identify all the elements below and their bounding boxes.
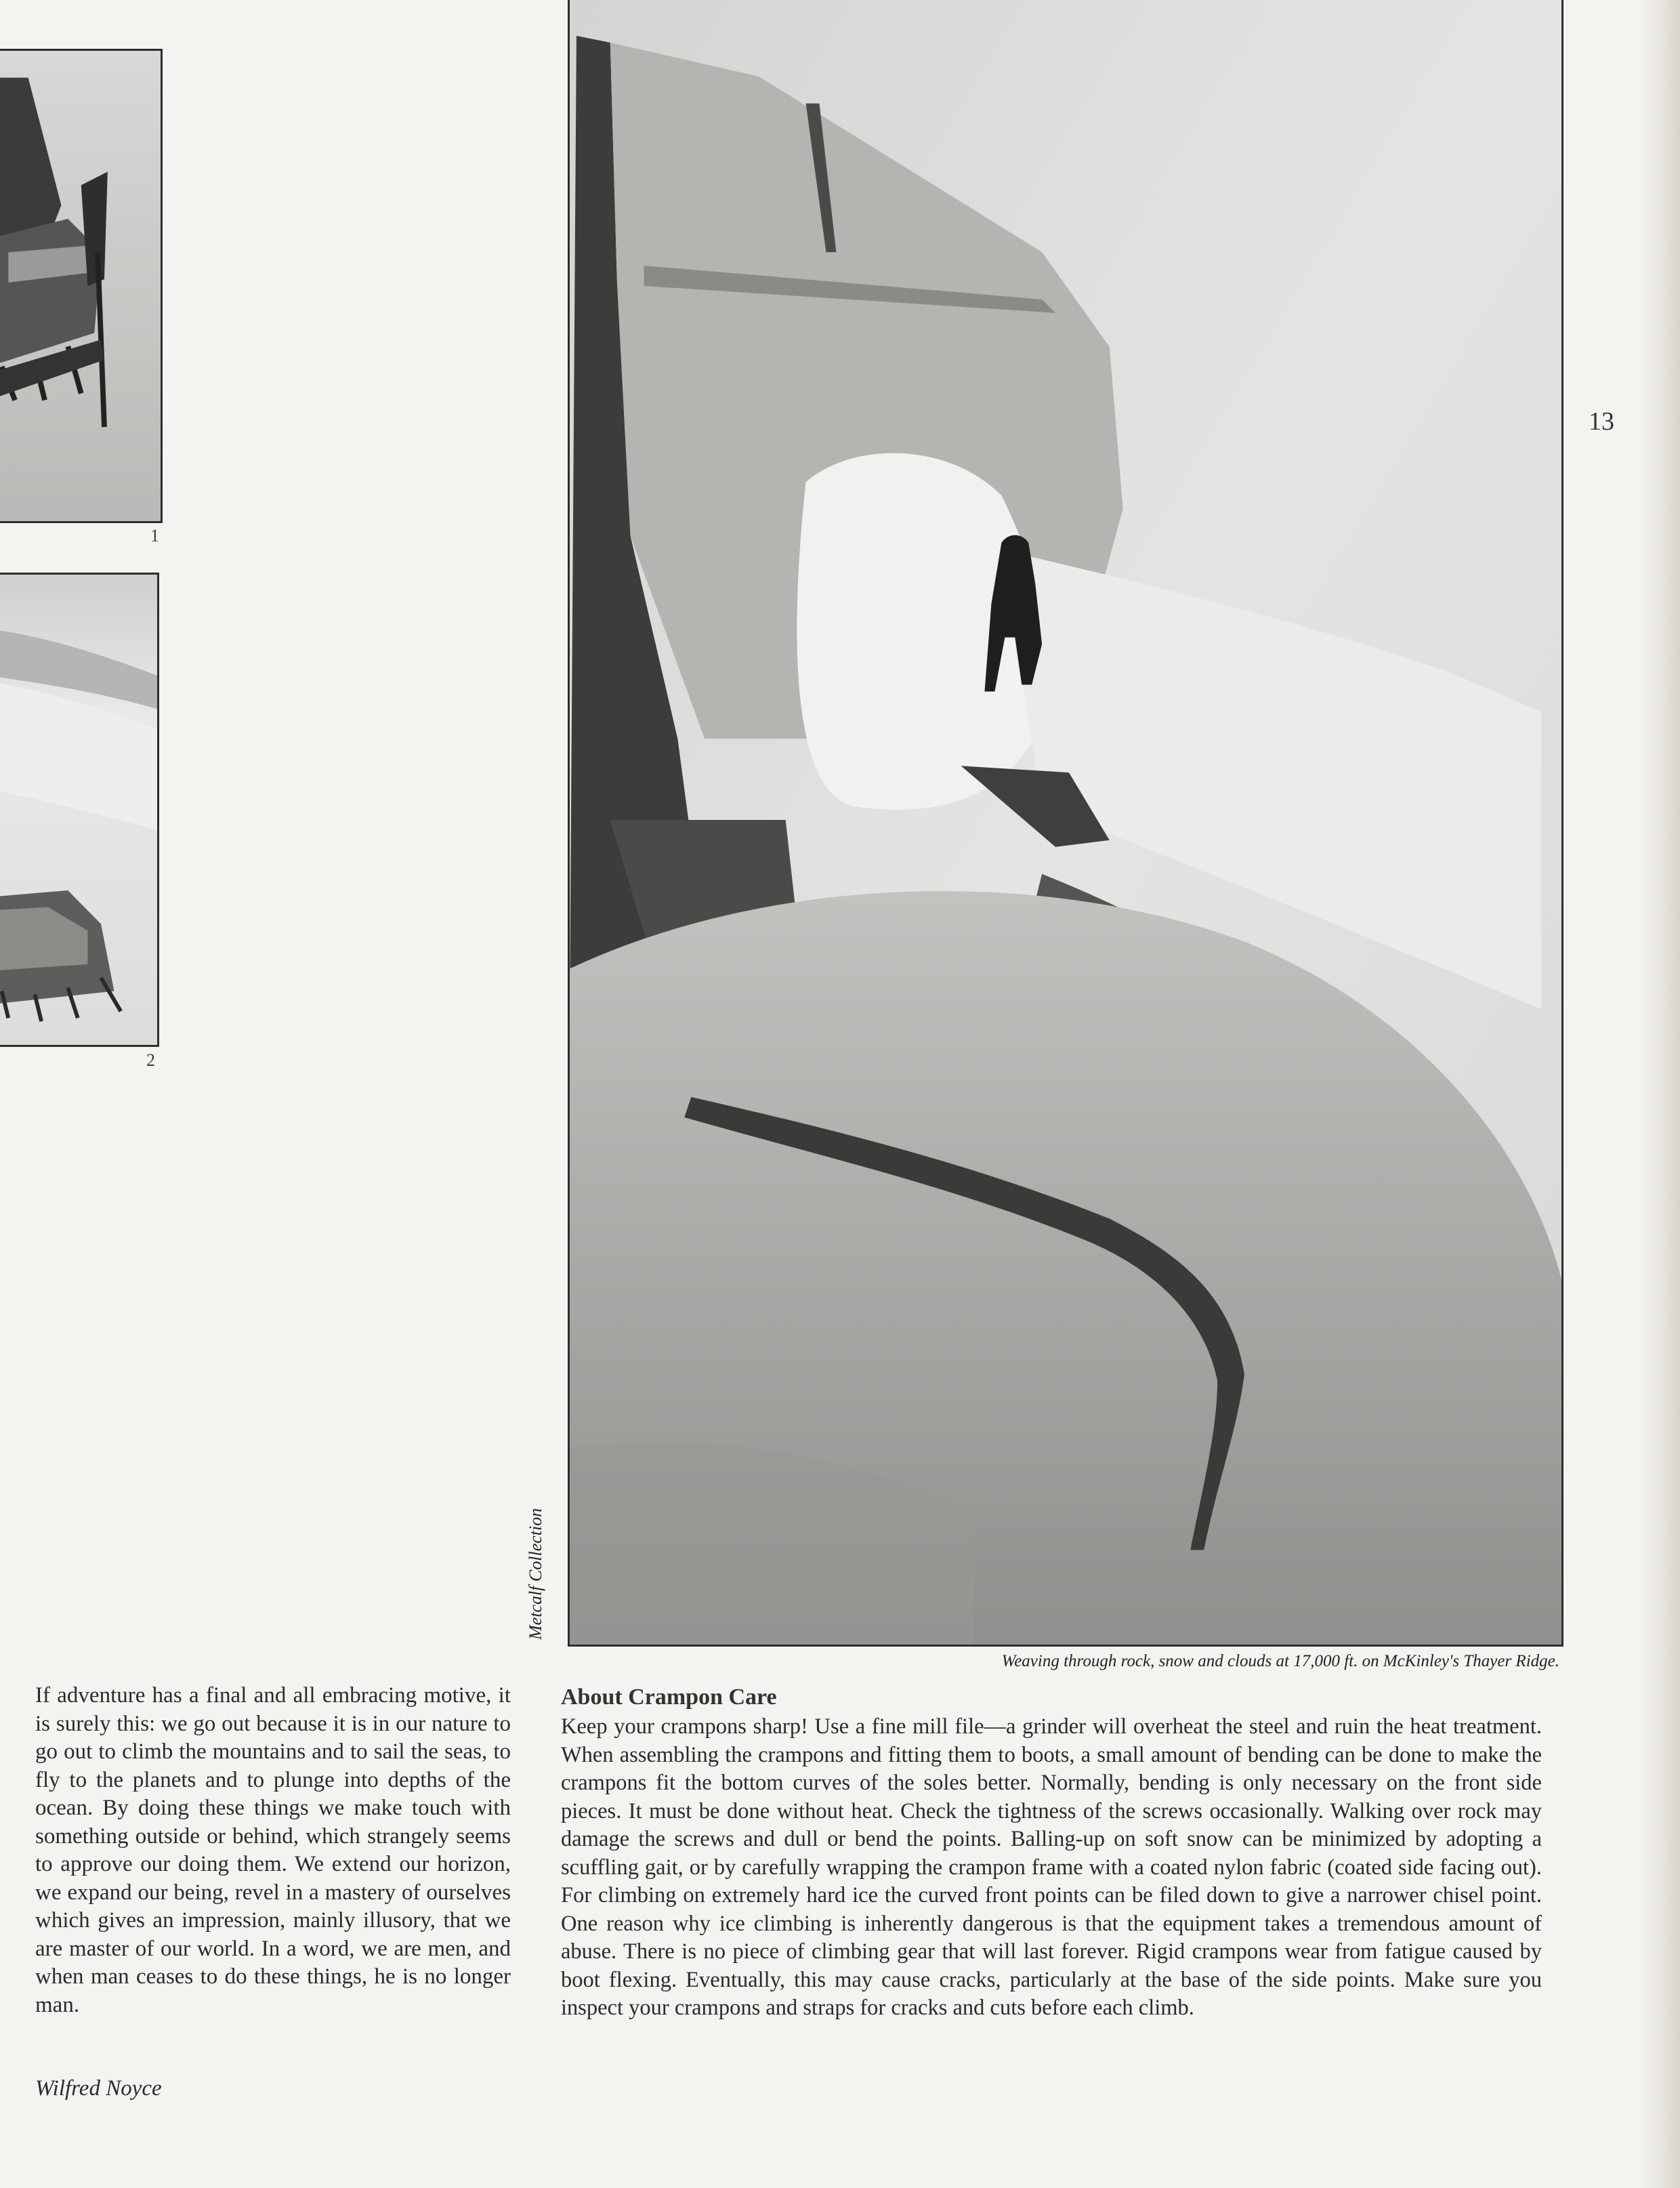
- crampon-care-heading: About Crampon Care: [561, 1685, 777, 1710]
- quote-text: If adventure has a final and all embracing motive, it is surely this: we go out because it is in our nature to go out to climb the mountains and to sail the seas, to fly to the planets and to plunge into depths of the ocean. By doing these things we make touch with something outside or behind, which strangely seems to approve our doing them. We extend our horizon, we expand our being, revel in a mastery of ourselves which gives an impression, mainly illusory, that we are master of our world. In a word, we are men, and when man ceases to do these things, he is no longer man.: [35, 1683, 511, 2017]
- crampon-photo-2: [0, 573, 159, 1047]
- photo-caption: Weaving through rock, snow and clouds at 17,000 ft. on McKinley's Thayer Ridge.: [1001, 1652, 1559, 1670]
- photo-credit: Metcalf Collection: [526, 1508, 545, 1640]
- figure-number-2: 2: [146, 1050, 155, 1070]
- crampon-photo-1: [0, 49, 163, 523]
- page-number: 13: [1589, 407, 1614, 436]
- figure-number-1: 1: [150, 526, 159, 545]
- crampon-care-body: Keep your crampons sharp! Use a fine mill file—a grinder will overheat the steel and ruin the heat treatment. When assembling the crampons and fitting them to boots, a small amount of bending can be done to make the crampons fit the bottom curves of the soles better. Normally, bending is only necessary on the front side pieces. It must be done without heat. Check the tightness of the screws occasionally. Walking over rock may damage the screws and dull or bend the points. Balling-up on soft snow can be minimized by adopting a scuffling gait, or by carefully wrapping the crampon frame with a coated nylon fabric (coated side facing out). For climbing on extremely hard ice the curved front points can be filed down to give a narrower chisel point. One reason why ice climbing is inherently dangerous is that the equipment takes a tremendous amount of abuse. There is no piece of climbing gear that will last forever. Rigid crampons wear from fatigue caused by boot flexing. Eventually, this may cause cracks, particularly at the base of the side points. Make sure you inspect your crampons and straps for cracks and cuts before each climb.: [561, 1714, 1542, 2020]
- climber-ridge-photo: [568, 0, 1563, 1647]
- page-edge-shadow: [1639, 0, 1680, 2188]
- quote-author: Wilfred Noyce: [35, 2076, 162, 2101]
